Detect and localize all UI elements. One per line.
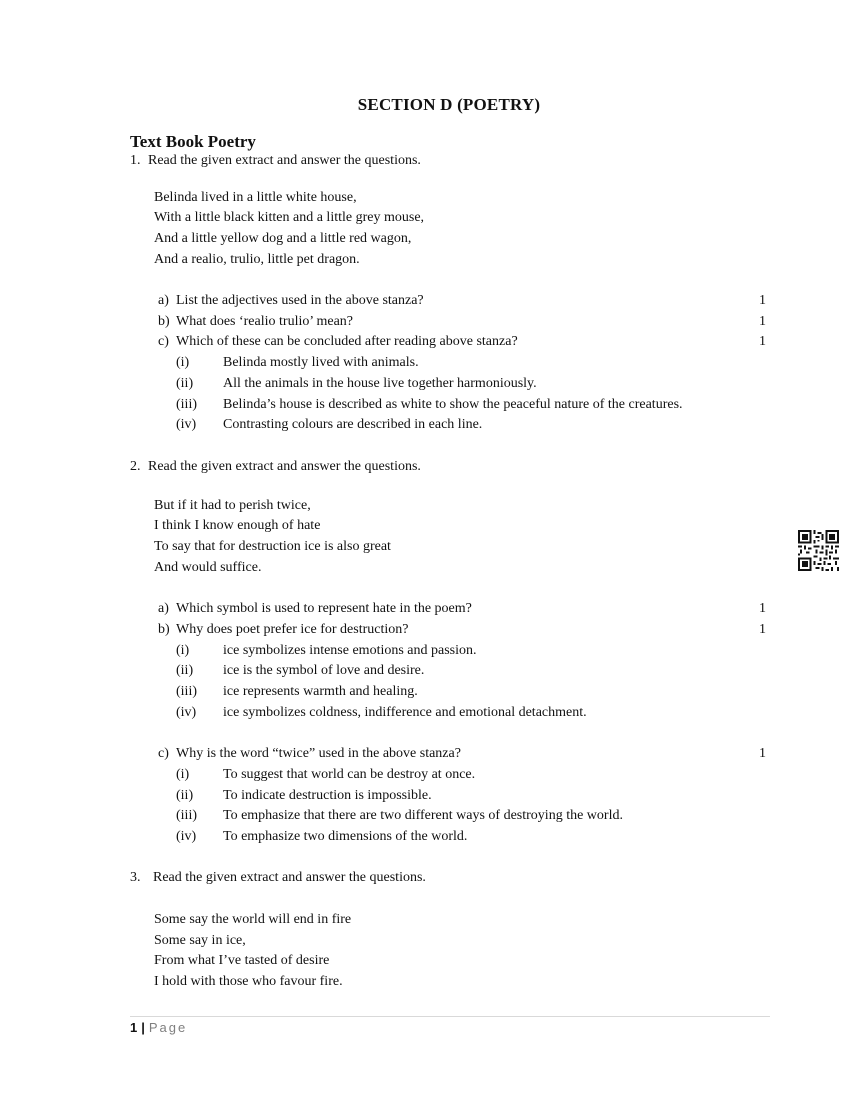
q1-c-text: Which of these can be concluded after reading above stanza? [176,334,518,349]
page-number: 1 [130,1020,138,1035]
q3-instruction: Read the given extract and answer the questions. [153,870,426,885]
q2-a-label: a) [158,601,169,616]
q3-poem-line: From what I’ve tasted of desire [154,953,330,968]
q2-b-option-text: ice is the symbol of love and desire. [223,663,425,678]
q2-c-option-number: (ii) [176,788,194,803]
q2-c-option-text: To emphasize that there are two different ways of destroying the world. [223,808,623,823]
q2-b-option-number: (iv) [176,705,197,720]
q1-poem-line: With a little black kitten and a little grey mouse, [154,210,425,225]
q3-poem-line: Some say in ice, [154,933,246,948]
footer-divider [130,1016,770,1017]
q1-c-option-number: (iii) [176,397,197,412]
page-word: Page [148,1020,188,1035]
q2-c-option-number: (iii) [176,808,197,823]
qr-code-icon [798,530,839,571]
section-title: SECTION D (POETRY) [357,95,541,114]
q3-poem-line: I hold with those who favour fire. [154,974,343,989]
q2-b-marks: 1 [759,622,766,637]
q2-b-option-text: ice symbolizes coldness, indifference and emotional detachment. [223,705,587,720]
q2-b-option-number: (ii) [176,663,194,678]
q1-b-marks: 1 [759,314,766,329]
q1-a-label: a) [158,293,169,308]
q2-a-text: Which symbol is used to represent hate in the poem? [176,601,472,616]
q1-instruction: Read the given extract and answer the questions. [148,153,421,168]
q2-b-option-number: (i) [176,643,190,658]
q2-c-option-text: To indicate destruction is impossible. [223,788,432,803]
q1-b-label: b) [158,314,170,329]
q1-c-marks: 1 [759,334,766,349]
q1-c-option-number: (iv) [176,417,197,432]
q1-poem-line: And a little yellow dog and a little red wagon, [154,231,412,246]
q3-poem-line: Some say the world will end in fire [154,912,352,927]
q1-c-option-number: (i) [176,355,190,370]
page-footer [130,1020,187,1036]
q1-c-option-text: Belinda mostly lived with animals. [223,355,419,370]
q2-poem-line: And would suffice. [154,560,262,575]
q2-poem-line: But if it had to perish twice, [154,498,311,513]
q2-c-option-text: To emphasize two dimensions of the world. [223,829,468,844]
q2-c-option-number: (i) [176,767,190,782]
q3-number: 3. [130,870,141,885]
q2-b-option-number: (iii) [176,684,197,699]
q2-b-text: Why does poet prefer ice for destruction? [176,622,409,637]
q1-number: 1. [130,153,141,168]
q1-poem-line: And a realio, trulio, little pet dragon. [154,252,360,267]
q1-c-option-text: Belinda’s house is described as white to show the peaceful nature of the creatures. [223,397,683,412]
footer-separator: | [141,1020,145,1035]
q1-c-option-text: All the animals in the house live together harmoniously. [223,376,537,391]
q2-c-option-text: To suggest that world can be destroy at once. [223,767,476,782]
q1-poem-line: Belinda lived in a little white house, [154,190,357,205]
subsection-title: Text Book Poetry [130,132,256,151]
q2-a-marks: 1 [759,601,766,616]
q1-c-option-number: (ii) [176,376,194,391]
q1-c-option-text: Contrasting colours are described in each line. [223,417,483,432]
q1-c-label: c) [158,334,169,349]
q2-number: 2. [130,459,141,474]
q2-b-label: b) [158,622,170,637]
q2-c-label: c) [158,746,169,761]
q2-poem-line: I think I know enough of hate [154,518,321,533]
q1-b-text: What does ‘realio trulio’ mean? [176,314,353,329]
q2-b-option-text: ice represents warmth and healing. [223,684,418,699]
q1-a-marks: 1 [759,293,766,308]
q1-a-text: List the adjectives used in the above stanza? [176,293,424,308]
q2-poem-line: To say that for destruction ice is also great [154,539,391,554]
q2-c-marks: 1 [759,746,766,761]
q2-c-option-number: (iv) [176,829,197,844]
q2-c-text: Why is the word “twice” used in the above stanza? [176,746,461,761]
q2-instruction: Read the given extract and answer the questions. [148,459,421,474]
q2-b-option-text: ice symbolizes intense emotions and passion. [223,643,477,658]
